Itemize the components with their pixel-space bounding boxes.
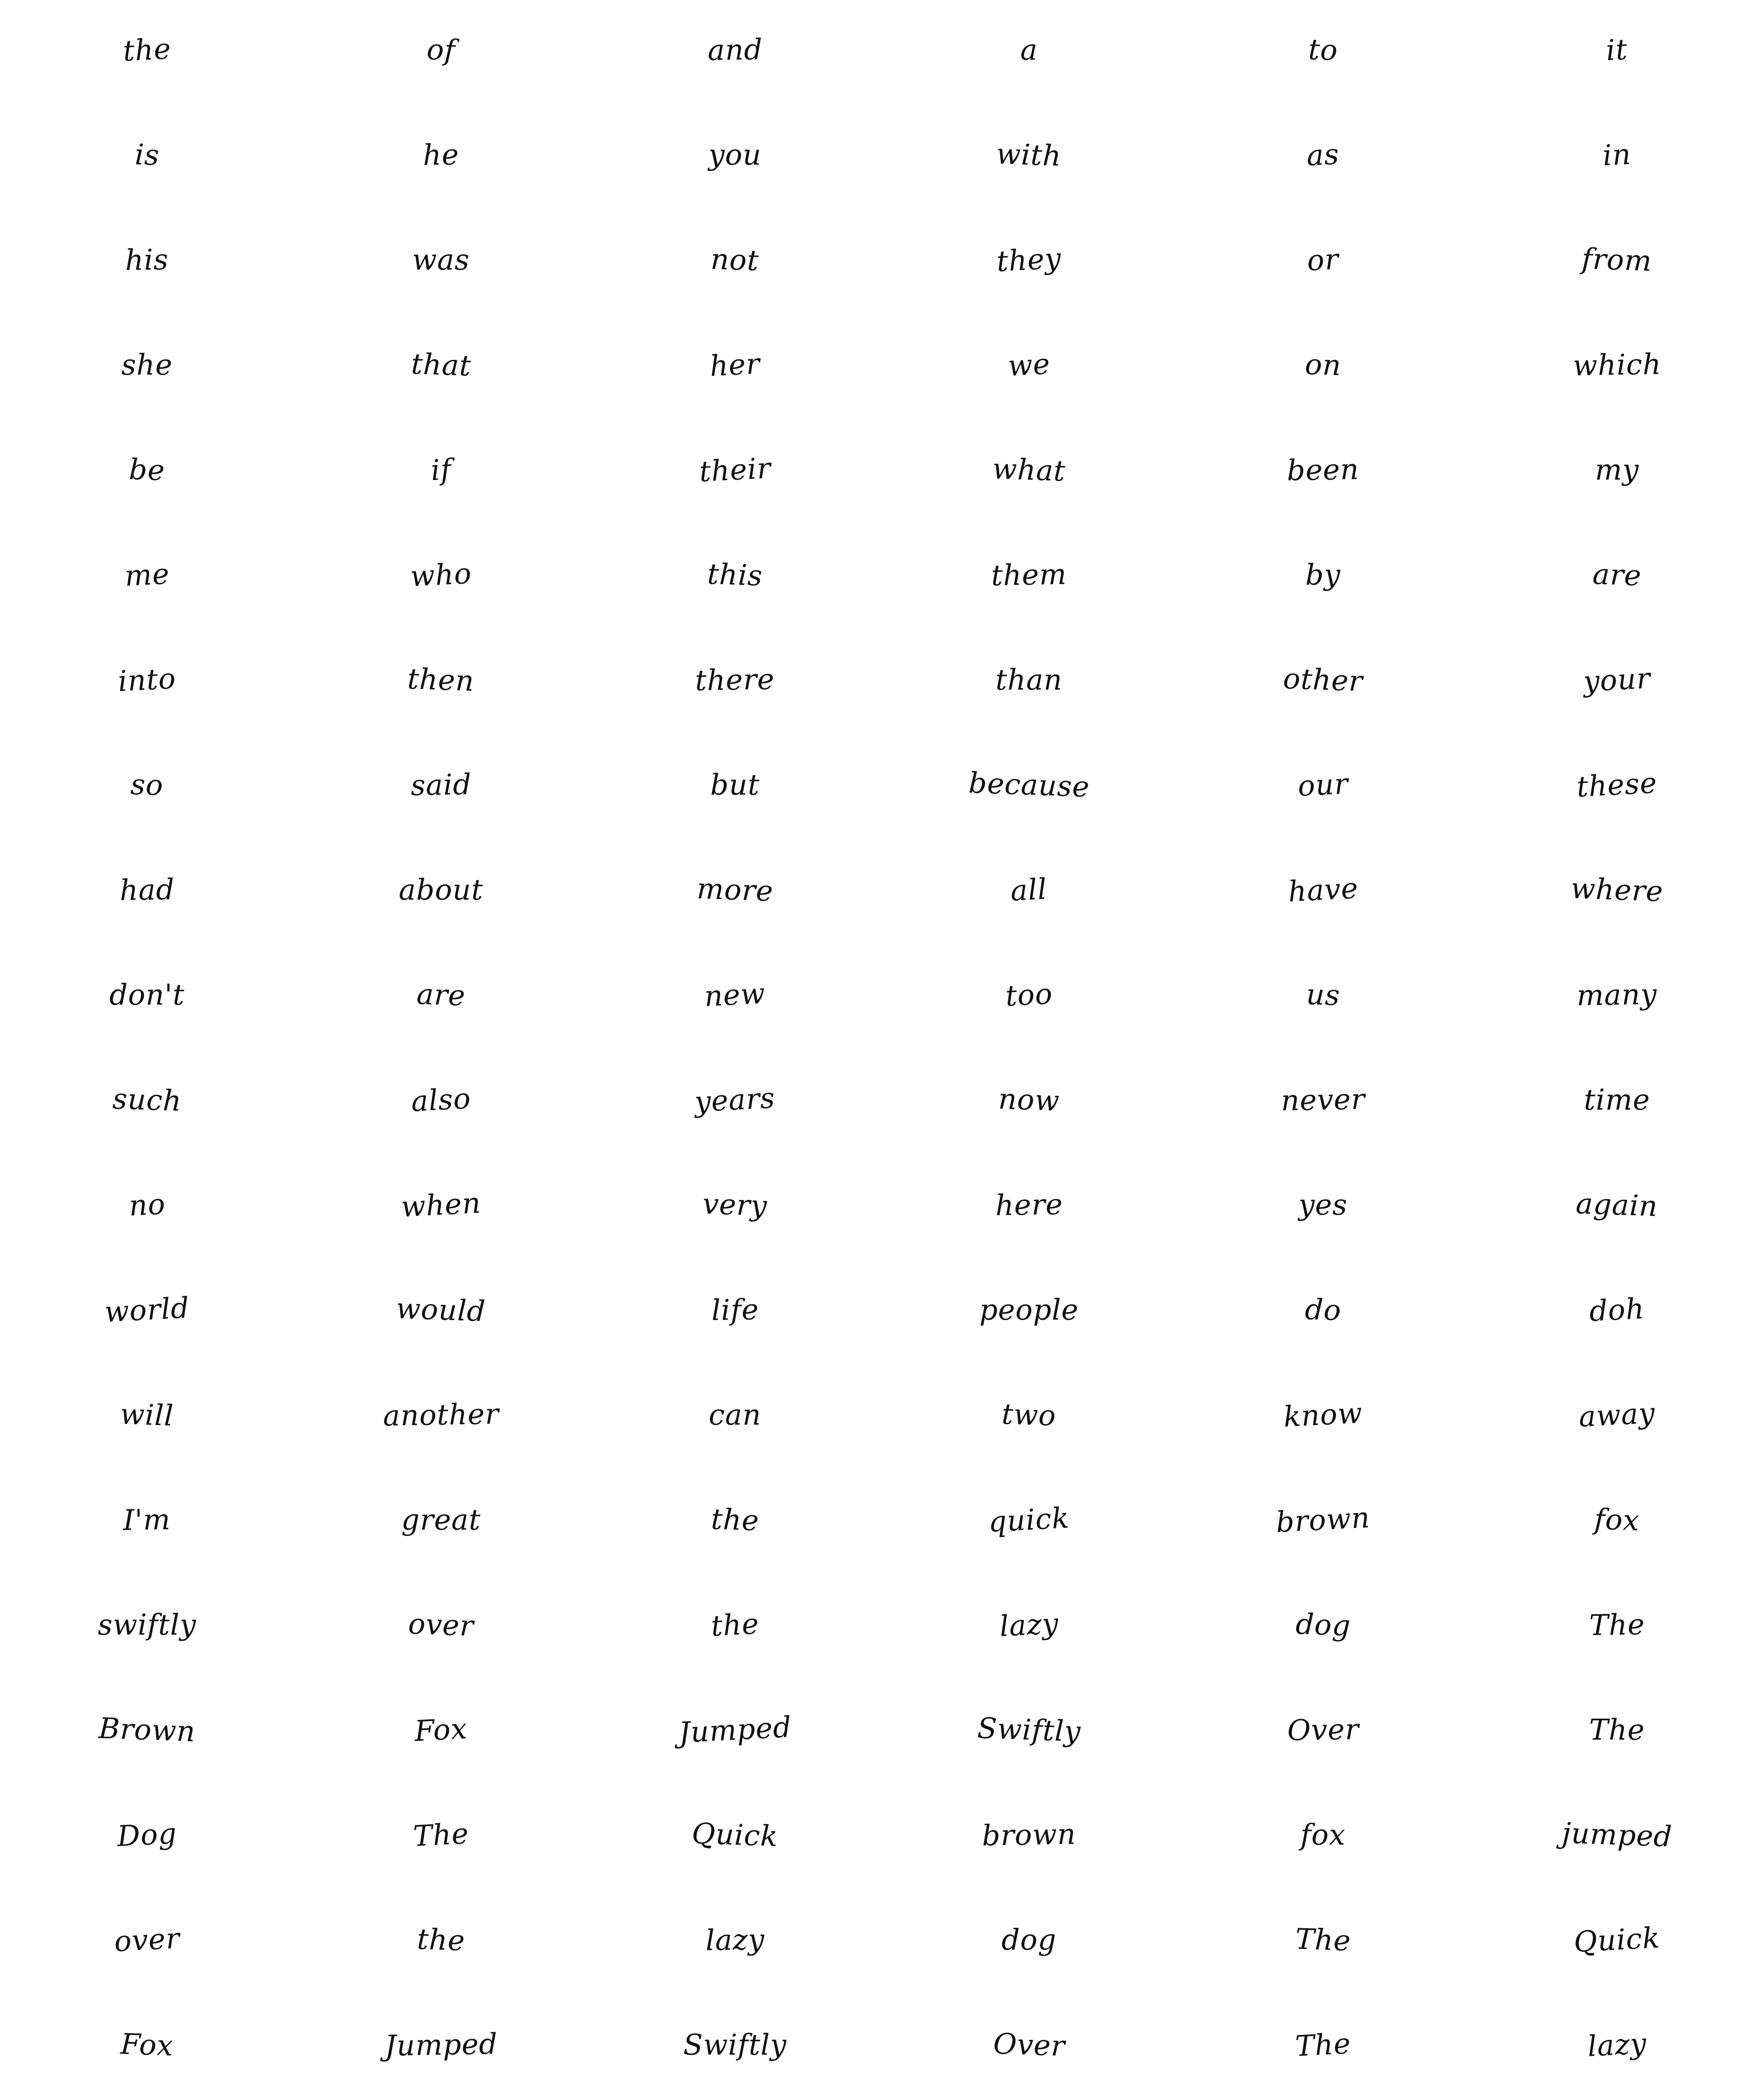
handwritten-word: Quick (1573, 1921, 1661, 1959)
handwritten-word: the (710, 1503, 760, 1538)
word-cell (1176, 1785, 1470, 1890)
handwritten-word: here (995, 1188, 1063, 1223)
word-cell (294, 525, 588, 630)
word-cell (1176, 420, 1470, 525)
handwritten-word: said (410, 768, 472, 803)
handwritten-word: which (1572, 348, 1662, 383)
word-cell (0, 315, 294, 420)
word-cell (1470, 1785, 1764, 1890)
word-cell (882, 1785, 1176, 1890)
handwritten-word: he (423, 138, 459, 172)
handwritten-word: where (1570, 872, 1664, 908)
handwritten-word: fox (1300, 1819, 1346, 1852)
word-cell (1176, 945, 1470, 1050)
handwritten-word: Brown (98, 1712, 196, 1748)
word-cell (1470, 1575, 1764, 1680)
word-cell (0, 945, 294, 1050)
word-cell (588, 1470, 882, 1575)
word-cell (1176, 315, 1470, 420)
handwritten-word: they (996, 242, 1062, 278)
handwritten-word: swiftly (97, 1609, 197, 1642)
handwritten-word: because (968, 766, 1090, 804)
handwritten-word: over (407, 1607, 475, 1643)
word-cell (1176, 1680, 1470, 1785)
handwritten-word: or (1306, 243, 1340, 278)
word-cell (294, 210, 588, 315)
handwritten-word: such (112, 1082, 182, 1118)
handwritten-word: Fox (120, 2027, 174, 2063)
handwritten-word: them (991, 558, 1067, 593)
handwritten-word: your (1583, 662, 1651, 699)
word-cell (588, 525, 882, 630)
word-cell (1470, 840, 1764, 945)
word-cell (294, 1890, 588, 1995)
word-cell (0, 630, 294, 735)
handwritten-word: these (1576, 766, 1658, 804)
word-cell (882, 1995, 1176, 2100)
handwritten-word: lazy (1586, 2027, 1648, 2063)
handwritten-word: over (113, 1922, 181, 1959)
word-cell (294, 630, 588, 735)
word-cell (588, 105, 882, 210)
handwritten-word: been (1286, 453, 1360, 488)
word-cell (1470, 630, 1764, 735)
handwritten-word: yes (1298, 1189, 1348, 1222)
word-cell (1470, 1365, 1764, 1470)
word-cell (1470, 1470, 1764, 1575)
handwritten-word: know (1282, 1396, 1363, 1434)
handwritten-word: Fox (414, 1712, 468, 1748)
handwritten-word: than (995, 664, 1063, 697)
handwritten-word: she (121, 349, 173, 382)
handwritten-word: is (134, 138, 160, 172)
word-cell (1176, 1050, 1470, 1155)
word-cell (588, 945, 882, 1050)
word-cell (588, 1680, 882, 1785)
word-cell (1176, 735, 1470, 840)
handwritten-word: be (128, 453, 166, 488)
handwritten-word: will (119, 1397, 175, 1433)
handwritten-word: when (400, 1186, 482, 1224)
word-cell (0, 525, 294, 630)
handwritten-word: who (410, 557, 472, 593)
word-cell (0, 1680, 294, 1785)
handwritten-word: Jumped (384, 2027, 498, 2063)
handwritten-word: life (711, 1293, 759, 1327)
word-cell (1470, 1260, 1764, 1365)
word-cell (882, 630, 1176, 735)
word-cell (0, 1785, 294, 1890)
word-cell (0, 1155, 294, 1260)
word-cell (588, 630, 882, 735)
word-cell (588, 840, 882, 945)
handwritten-word: to (1307, 33, 1339, 68)
handwritten-word: the (122, 32, 172, 68)
handwritten-word: Swiftly (976, 1712, 1082, 1749)
handwritten-word: had (119, 873, 175, 908)
handwritten-word: lazy (998, 1607, 1060, 1643)
word-cell (294, 315, 588, 420)
word-cell (294, 1260, 588, 1365)
word-cell (588, 315, 882, 420)
word-cell (882, 315, 1176, 420)
handwritten-word: The (1294, 1922, 1352, 1958)
handwritten-word: but (710, 769, 760, 802)
word-cell (0, 1995, 294, 2100)
word-cell (294, 0, 588, 105)
word-cell (0, 210, 294, 315)
handwritten-word: we (1007, 347, 1051, 383)
word-cell (882, 1260, 1176, 1365)
handwritten-word: with (996, 137, 1062, 173)
handwritten-word: the (416, 1923, 466, 1958)
word-cell (588, 210, 882, 315)
handwritten-word: brown (1275, 1501, 1371, 1539)
handwritten-word: time (1584, 1084, 1650, 1117)
word-cell (882, 1365, 1176, 1470)
handwritten-word: two (1001, 1397, 1057, 1433)
handwritten-word: on (1304, 348, 1342, 383)
handwritten-word: it (1605, 33, 1629, 68)
handwritten-word: what (992, 452, 1066, 488)
word-cell (1470, 1995, 1764, 2100)
handwritten-word: lazy (705, 1923, 765, 1958)
handwritten-word: The (412, 1817, 470, 1853)
handwritten-word: Dog (116, 1817, 178, 1853)
word-cell (0, 420, 294, 525)
handwritten-word: by (1305, 559, 1341, 592)
word-cell (294, 1680, 588, 1785)
word-cell (1470, 105, 1764, 210)
word-cell (294, 105, 588, 210)
handwritten-word: a (1020, 34, 1038, 67)
handwritten-word: don't (109, 979, 185, 1012)
handwritten-word: now (998, 1082, 1060, 1118)
word-cell (1470, 1155, 1764, 1260)
handwritten-word: and (707, 33, 763, 68)
handwritten-word: that (410, 347, 472, 383)
word-cell (588, 1785, 882, 1890)
handwritten-word: their (698, 452, 772, 489)
word-cell (1470, 0, 1764, 105)
handwritten-word: my (1595, 454, 1639, 487)
handwritten-word: another (383, 1397, 499, 1433)
word-cell (1470, 735, 1764, 840)
word-cell (0, 735, 294, 840)
handwritten-word: you (708, 139, 762, 172)
handwritten-word: from (1581, 242, 1653, 278)
word-cell (588, 0, 882, 105)
word-cell (1470, 1050, 1764, 1155)
word-cell (588, 1260, 882, 1365)
word-cell (294, 840, 588, 945)
word-cell (1470, 315, 1764, 420)
word-cell (882, 1155, 1176, 1260)
handwritten-word: many (1576, 978, 1658, 1013)
word-cell (588, 1995, 882, 2100)
handwritten-word: us (1305, 978, 1341, 1013)
word-cell (294, 1470, 588, 1575)
word-cell (1176, 1365, 1470, 1470)
handwritten-word: our (1297, 767, 1349, 803)
handwritten-word: The (1589, 1608, 1645, 1643)
handwritten-word: Swiftly (683, 2029, 787, 2062)
handwritten-word: this (706, 557, 764, 593)
word-cell (1470, 945, 1764, 1050)
handwritten-word: can (709, 1399, 761, 1432)
word-cell (1470, 210, 1764, 315)
word-cell (1176, 1995, 1470, 2100)
handwritten-word: are (1592, 557, 1642, 593)
word-cell (0, 1470, 294, 1575)
handwritten-word: so (130, 768, 164, 803)
handwritten-word: his (125, 243, 169, 277)
handwritten-word: Over (992, 2027, 1066, 2063)
handwritten-word: years (694, 1082, 776, 1119)
handwritten-word: was (412, 244, 470, 277)
word-cell (1176, 1260, 1470, 1365)
word-cell (882, 210, 1176, 315)
word-cell (294, 1365, 588, 1470)
word-cell (882, 735, 1176, 840)
word-cell (0, 1575, 294, 1680)
word-cell (0, 0, 294, 105)
handwritten-word: The (1589, 1714, 1645, 1747)
word-cell (1176, 525, 1470, 630)
word-cell (588, 1050, 882, 1155)
handwritten-word: new (704, 977, 766, 1013)
handwritten-word: no (128, 1187, 166, 1223)
word-cell (588, 735, 882, 840)
handwritten-word: away (1578, 1396, 1656, 1434)
word-cell (294, 420, 588, 525)
word-cell (588, 1155, 882, 1260)
handwritten-word: if (430, 453, 452, 488)
handwritten-word: jumped (1561, 1816, 1673, 1854)
handwritten-word: quick (987, 1501, 1071, 1539)
word-cell (1470, 525, 1764, 630)
handwritten-word: about (399, 874, 483, 907)
word-cell (588, 1365, 882, 1470)
word-cell (294, 1785, 588, 1890)
word-cell (882, 1050, 1176, 1155)
word-cell (882, 1470, 1176, 1575)
word-cell (1176, 105, 1470, 210)
word-cell (0, 1890, 294, 1995)
handwritten-word: all (1010, 872, 1048, 908)
handwritten-word: her (709, 347, 761, 383)
word-cell (294, 1575, 588, 1680)
handwritten-word: The (1294, 2027, 1352, 2063)
word-cell (588, 420, 882, 525)
handwritten-word: do (1304, 1293, 1342, 1328)
handwritten-word: in (1602, 138, 1632, 173)
word-cell (1176, 0, 1470, 105)
handwritten-word: there (695, 663, 775, 698)
handwritten-word: again (1575, 1187, 1659, 1223)
word-cell (882, 840, 1176, 945)
handwritten-word: into (117, 662, 177, 698)
handwritten-word: are (416, 977, 466, 1013)
handwritten-word: then (407, 662, 475, 698)
word-cell (0, 840, 294, 945)
word-cell (294, 945, 588, 1050)
handwritten-word: great (401, 1504, 481, 1537)
word-cell (0, 105, 294, 210)
word-cell (294, 735, 588, 840)
handwritten-word: more (696, 872, 774, 908)
word-cell (0, 1260, 294, 1365)
word-cell (882, 1890, 1176, 1995)
word-cell (882, 945, 1176, 1050)
word-cell (882, 420, 1176, 525)
word-cell (1470, 420, 1764, 525)
handwritten-word: also (410, 1082, 472, 1118)
word-cell (1176, 210, 1470, 315)
handwritten-word: doh (1588, 1292, 1646, 1328)
word-cell (1176, 840, 1470, 945)
word-cell (882, 1680, 1176, 1785)
word-cell (588, 1575, 882, 1680)
handwritten-word: would (396, 1292, 486, 1328)
handwritten-word: Over (1286, 1713, 1360, 1748)
word-cell (588, 1890, 882, 1995)
word-cell (1470, 1890, 1764, 1995)
handwritten-word: Jumped (677, 1711, 793, 1750)
word-cell (1470, 1680, 1764, 1785)
handwritten-word: brown (982, 1818, 1076, 1853)
word-cell (1176, 1890, 1470, 1995)
handwritten-word: dog (1001, 1924, 1057, 1957)
word-cell (1176, 1575, 1470, 1680)
word-cell (0, 1365, 294, 1470)
word-cell (0, 1050, 294, 1155)
handwritten-word: too (1004, 977, 1054, 1013)
handwritten-word: fox (1593, 1503, 1641, 1538)
handwritten-word: me (123, 557, 171, 593)
word-cell (882, 0, 1176, 105)
handwritten-word: world (104, 1291, 190, 1329)
handwritten-word: have (1287, 872, 1359, 909)
word-cell (882, 105, 1176, 210)
handwritten-word: Quick (691, 1817, 779, 1853)
handwritten-word: other (1282, 662, 1364, 698)
word-cell (294, 1995, 588, 2100)
word-cell (882, 1575, 1176, 1680)
handwritten-word: I'm (123, 1503, 171, 1537)
handwritten-word: of (426, 33, 456, 68)
word-cell (1176, 1155, 1470, 1260)
word-cell (1176, 1470, 1470, 1575)
handwritten-word: as (1306, 138, 1340, 173)
word-cell (1176, 630, 1470, 735)
word-cell (294, 1050, 588, 1155)
word-cell (882, 525, 1176, 630)
handwritten-word: never (1281, 1083, 1365, 1118)
handwritten-word: very (702, 1187, 768, 1223)
handwritten-word: people (979, 1294, 1079, 1327)
handwritten-word: not (710, 243, 760, 278)
word-cell (294, 1155, 588, 1260)
handwritten-word: the (710, 1607, 760, 1643)
handwritten-word: dog (1295, 1607, 1351, 1643)
